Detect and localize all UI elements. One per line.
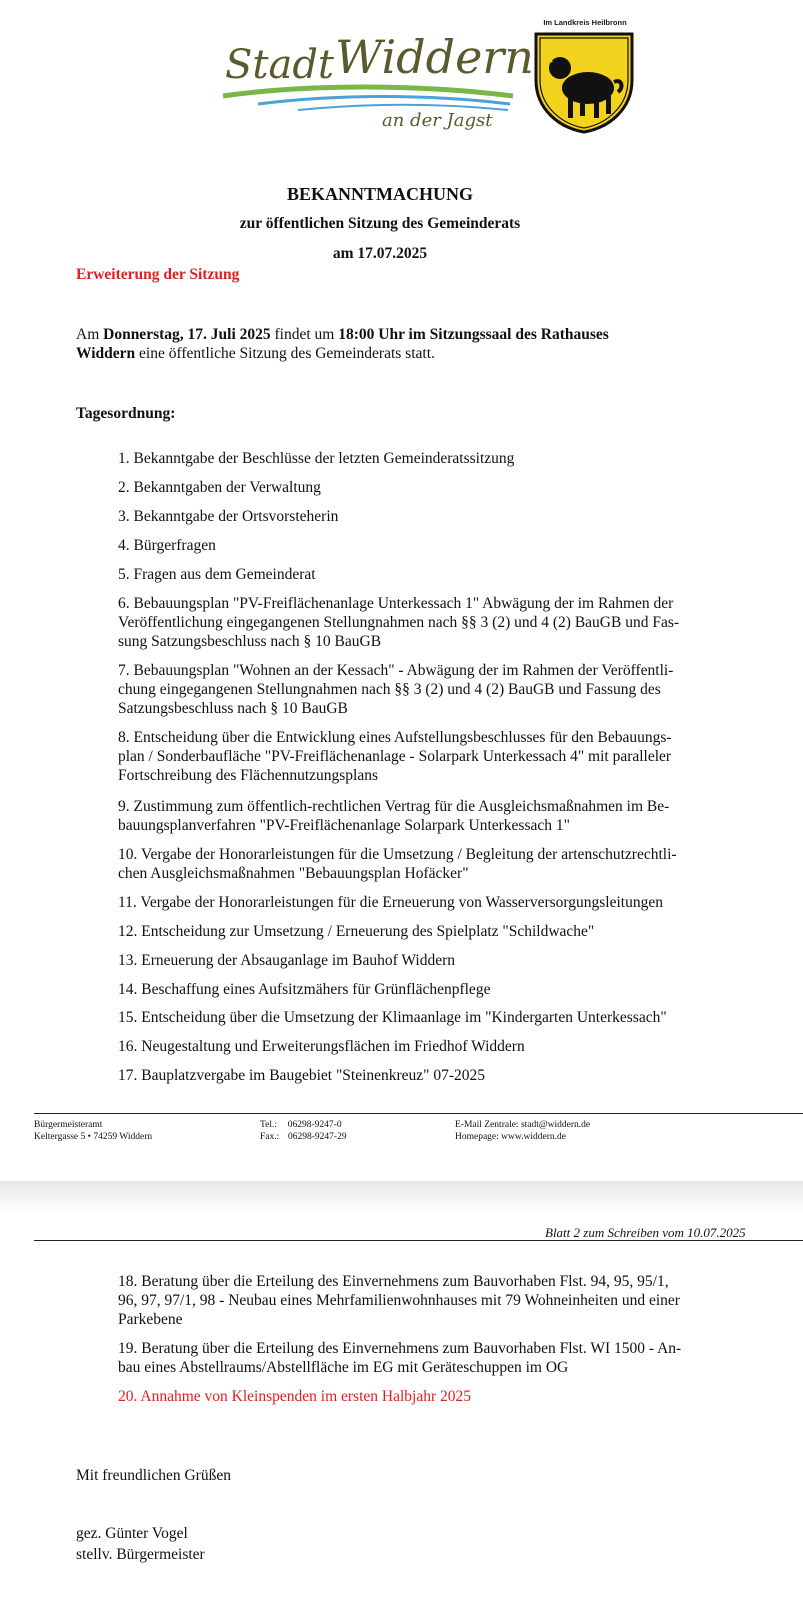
agenda-line: Parkebene	[118, 1311, 183, 1328]
logo-word-widdern: Widdern	[335, 30, 534, 84]
fax-number: 06298-9247-29	[288, 1132, 347, 1142]
logo-subtitle: an der Jagst	[382, 110, 493, 131]
meeting-date: am 17.07.2025	[332, 245, 428, 262]
agenda-line: Fortschreibung des Flächennutzungsplans	[118, 767, 379, 784]
agenda-item	[118, 1037, 768, 1056]
closing-greeting: Mit freundlichen Grüßen	[76, 1467, 231, 1484]
footer-street: Keltergasse 5 • 74259 Widdern	[34, 1132, 153, 1142]
agenda-item	[118, 594, 768, 651]
agenda-line: Satzungsbeschluss nach § 10 BauGB	[118, 700, 348, 717]
agenda-item	[118, 797, 768, 835]
footer-contact	[455, 1119, 590, 1143]
agenda-line: 17. Bauplatzvergabe im Baugebiet "Steinenkreuz" 07-2025	[118, 1067, 486, 1084]
signature-name: gez. Günter Vogel	[76, 1525, 188, 1542]
agenda-line: 20. Annahme von Kleinspenden im ersten Halbjahr 2025	[118, 1388, 471, 1405]
intro-town: Widdern	[76, 345, 136, 362]
intro-text-3: eine öffentliche Sitzung des Gemeinderats statt.	[135, 345, 435, 362]
agenda-item	[118, 922, 768, 941]
agenda-line: 11. Vergabe der Honorarleistungen für die Erneuerung von Wasserversorgungsleitungen	[118, 894, 663, 911]
agenda-line: 8. Entscheidung über die Entwicklung eines Aufstellungsbeschlusses für den Bebauungs-	[118, 729, 672, 746]
crest-label: Im Landkreis Heilbronn	[543, 18, 627, 27]
agenda-line: 13. Erneuerung der Absauganlage im Bauhof Widdern	[118, 952, 455, 969]
agenda-line: 7. Bebauungsplan "Wohnen an der Kessach" - Abwägung der im Rahmen der Veröffentli-	[118, 662, 674, 679]
agenda-line: 16. Neugestaltung und Erweiterungsflächen im Friedhof Widdern	[118, 1038, 525, 1055]
signature-role: stellv. Bürgermeister	[76, 1546, 205, 1563]
agenda-line: 14. Beschaffung eines Aufsitzmähers für Grünflächenpflege	[118, 981, 491, 998]
extension-notice: Erweiterung der Sitzung	[76, 266, 240, 283]
agenda-item	[118, 507, 768, 526]
page-subtitle: zur öffentlichen Sitzung des Gemeinderats	[239, 215, 521, 232]
agenda-line: 6. Bebauungsplan "PV-Freiflächenanlage Unterkessach 1" Abwägung der im Rahmen der	[118, 595, 674, 612]
agenda-item	[118, 951, 768, 970]
footer-phone	[260, 1119, 347, 1143]
page2-header: Blatt 2 zum Schreiben vom 10.07.2025	[545, 1225, 746, 1240]
fax-label: Fax.:	[260, 1132, 280, 1142]
tel-number: 06298-9247-0	[287, 1120, 342, 1130]
agenda-line: chung eingegangenen Stellungnahmen nach §§ 3 (2) und 4 (2) BauGB und Fassung des	[118, 681, 661, 698]
logo-word-stadt: Stadt	[225, 42, 335, 88]
agenda-line: 5. Fragen aus dem Gemeinderat	[118, 566, 316, 583]
agenda-item	[118, 845, 768, 883]
agenda-line: bau eines Abstellraums/Abstellfläche im EG mit Geräteschuppen im OG	[118, 1359, 569, 1376]
agenda-item	[118, 893, 768, 912]
intro-time-location: 18:00 Uhr im Sitzungssaal des Rathauses	[338, 326, 609, 343]
agenda-line: 19. Beratung über die Erteilung des Einvernehmens zum Bauvorhaben Flst. WI 1500 - An-	[118, 1340, 682, 1357]
agenda-line: 4. Bürgerfragen	[118, 537, 216, 554]
page-separator	[0, 1181, 803, 1215]
agenda-line: chen Ausgleichsmaßnahmen "Bebauungsplan Hofäcker"	[118, 865, 469, 882]
agenda-line: bauungsplanverfahren "PV-Freiflächenanlage Solarpark Unterkessach 1"	[118, 817, 570, 834]
agenda-line: 3. Bekanntgabe der Ortsvorsteherin	[118, 508, 339, 525]
agenda-line: Veröffentlichung eingegangenen Stellungnahmen nach §§ 3 (2) und 4 (2) BauGB und Fas-	[118, 614, 680, 631]
agenda-item	[118, 1339, 768, 1377]
footer-homepage[interactable]: Homepage: www.widdern.de	[455, 1132, 566, 1142]
page-title: BEKANNTMACHUNG	[286, 184, 473, 204]
agenda-item	[118, 536, 768, 555]
agenda-heading: Tagesordnung:	[76, 405, 176, 422]
agenda-line: 96, 97, 97/1, 98 - Neubau eines Mehrfamilienwohnhauses mit 79 Wohneinheiten und einer	[118, 1292, 680, 1309]
agenda-item	[118, 728, 768, 785]
agenda-item	[118, 980, 768, 999]
agenda-item	[118, 565, 768, 584]
footer-address	[34, 1119, 152, 1143]
page-2	[0, 1215, 803, 1600]
agenda-line: 10. Vergabe der Honorarleistungen für die Umsetzung / Begleitung der artenschutzrechtli-	[118, 846, 677, 863]
agenda-line: 9. Zustimmung zum öffentlich-rechtlichen Vertrag für die Ausgleichsmaßnahmen im Be-	[118, 798, 670, 815]
agenda-line: sung Satzungsbeschluss nach § 10 BauGB	[118, 633, 382, 650]
page2-header-rule	[34, 1240, 803, 1241]
agenda-line: 2. Bekanntgaben der Verwaltung	[118, 479, 321, 496]
agenda-line: plan / Sonderbaufläche "PV-Freiflächenanlage - Solarpark Unterkessach 4" mit paralleler	[118, 748, 672, 765]
agenda-item	[118, 449, 768, 468]
footer-office: Bürgermeisteramt	[34, 1120, 103, 1130]
agenda-item	[118, 478, 768, 497]
agenda-line: 12. Entscheidung zur Umsetzung / Erneuerung des Spielplatz "Schildwache"	[118, 923, 595, 940]
intro-paragraph	[76, 325, 776, 363]
tel-label: Tel.:	[260, 1120, 278, 1130]
agenda-line: 1. Bekanntgabe der Beschlüsse der letzten Gemeinderatssitzung	[118, 450, 515, 467]
agenda-item-added	[118, 1387, 768, 1406]
agenda-item	[118, 661, 768, 718]
footer-email[interactable]: E-Mail Zentrale: stadt@widdern.de	[455, 1120, 591, 1130]
agenda-item	[118, 1066, 768, 1085]
agenda-item	[118, 1008, 768, 1027]
agenda-line: 18. Beratung über die Erteilung des Einvernehmens zum Bauvorhaben Flst. 94, 95, 95/1,	[118, 1273, 669, 1290]
intro-text-2: findet um	[270, 326, 339, 343]
intro-date: Donnerstag, 17. Juli 2025	[103, 326, 271, 343]
footer-divider	[34, 1113, 803, 1114]
agenda-item	[118, 1272, 768, 1329]
ram-crest-icon	[530, 30, 638, 134]
intro-text-1: Am	[76, 326, 104, 343]
agenda-line: 15. Entscheidung über die Umsetzung der Klimaanlage im "Kindergarten Unterkessach"	[118, 1009, 667, 1026]
